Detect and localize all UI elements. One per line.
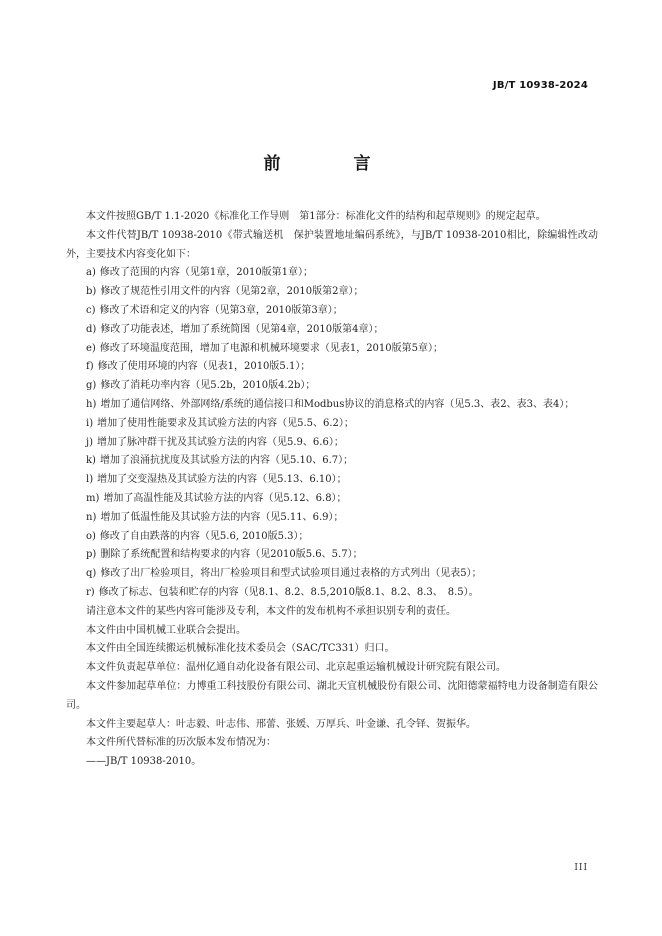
- list-item: k) 增加了浪涌抗扰度及其试验方法的内容（见5.10、6.7）；: [86, 455, 354, 467]
- list-item: i) 增加了使用性能要求及其试验方法的内容（见5.5、6.2）；: [86, 417, 354, 429]
- paragraph-proposer: 本文件由中国机械工业联合会提出。: [86, 624, 246, 636]
- list-item: o) 修改了自由跌落的内容（见5.6, 2010版5.3）；: [86, 530, 309, 542]
- paragraph-lead-drafter: 本文件负责起草单位：温州亿通自动化设备有限公司、北京起重运输机械设计研究院有限公司。: [86, 662, 506, 674]
- foreword-body: [66, 208, 598, 772]
- list-item: p) 删除了系统配置和结构要求的内容（见2010版5.6、5.7）；: [86, 549, 363, 561]
- page-number: III: [574, 863, 588, 873]
- paragraph-participants: 本文件参加起草单位：力博重工科技股份有限公司、湖北天宜机械股份有限公司、沈阳德蒙福特电力设备制造有限公司。: [66, 680, 598, 711]
- list-item: d) 修改了功能表述，增加了系统简图（见第4章，2010版第4章）；: [86, 323, 384, 335]
- list-item: f) 修改了使用环境的内容（见表1，2010版5.1）；: [86, 361, 311, 373]
- list-item: e) 修改了环境温度范围，增加了电源和机械环境要求（见表1，2010版第5章）；: [86, 342, 444, 354]
- list-item: c) 修改了术语和定义的内容（见第3章，2010版第3章）；: [86, 304, 343, 316]
- page-title: 前 言: [263, 154, 399, 174]
- list-item: b) 修改了规范性引用文件的内容（见第2章，2010版第2章）；: [86, 286, 364, 298]
- list-item: g) 修改了消耗功率内容（见5.2b，2010版4.2b）；: [86, 380, 316, 392]
- list-item: r) 修改了标志、包装和贮存的内容（见8.1、8.2、8.5,2010版8.1、8.2、8.3、 8.5）。: [86, 586, 479, 598]
- list-item: n) 增加了低温性能及其试验方法的内容（见5.11、6.9）；: [86, 511, 344, 523]
- list-item: j) 增加了脉冲群干扰及其试验方法的内容（见5.9、6.6）；: [86, 436, 344, 448]
- paragraph-previous-edition: ——JB/T 10938-2010。: [86, 756, 202, 768]
- list-item: q) 修改了出厂检验项目，将出厂检验项目和型式试验项目通过表格的方式列出（见表5）；: [86, 568, 482, 580]
- list-item: h) 增加了通信网络、外部网络/系统的通信接口和Modbus协议的消息格式的内容（见5.3、表2、表3、表4）；: [86, 398, 575, 410]
- list-item: l) 增加了交变湿热及其试验方法的内容（见5.13、6.10）；: [86, 474, 347, 486]
- paragraph-patent: 请注意本文件的某些内容可能涉及专利，本文件的发布机构不承担识别专利的责任。: [86, 605, 456, 617]
- paragraph-replaces: 本文件代替JB/T 10938-2010《带式输送机 保护装置地址编码系统》，与JB/T 10938-2010相比，除编辑性改动外，主要技术内容变化如下：: [66, 229, 598, 260]
- standard-number: JB/T 10938-2024: [492, 80, 588, 91]
- paragraph-history: 本文件所代替标准的历次版本发布情况为：: [86, 737, 276, 749]
- paragraph-committee: 本文件由全国连续搬运机械标准化技术委员会（SAC/TC331）归口。: [86, 643, 395, 655]
- paragraph-drafters: 本文件主要起草人：叶志毅、叶志伟、邢蕾、张媛、万厚兵、叶金谦、孔令铎、贺振华。: [86, 718, 476, 730]
- paragraph-basis: 本文件按照GB/T 1.1-2020《标准化工作导则 第1部分：标准化文件的结构和起草规则》的规定起草。: [86, 211, 546, 222]
- list-item: m) 增加了高温性能及其试验方法的内容（见5.12、6.8）；: [86, 492, 347, 504]
- list-item: a) 修改了范围的内容（见第1章，2010版第1章）；: [86, 267, 314, 279]
